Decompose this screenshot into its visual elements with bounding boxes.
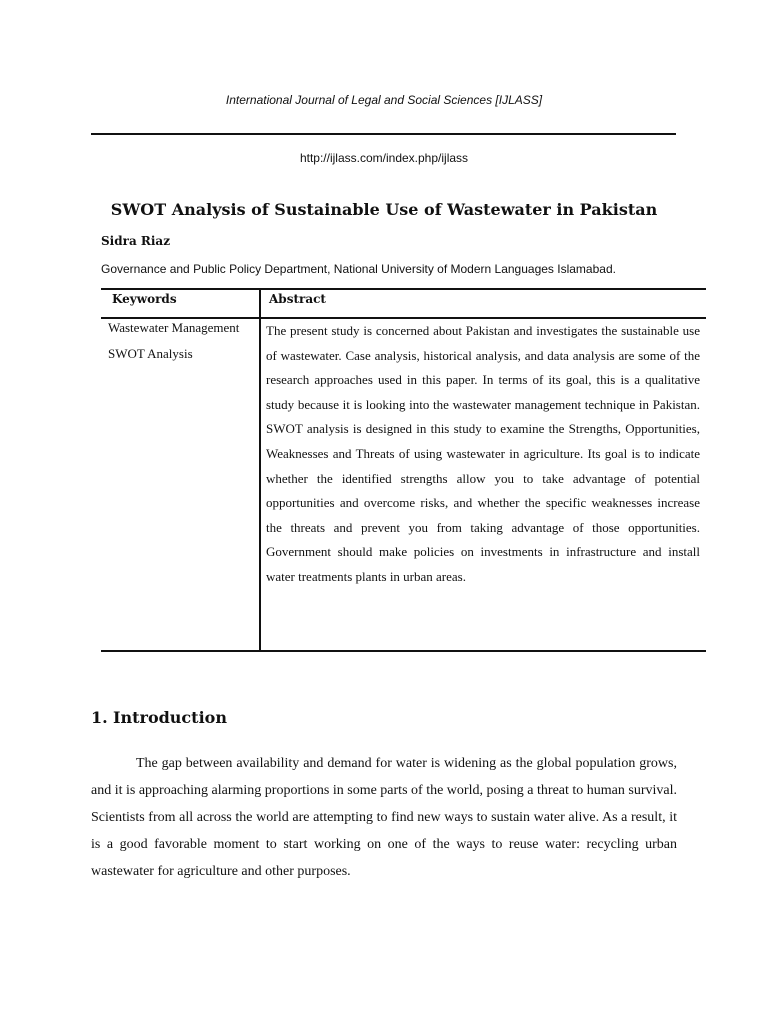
keywords-header: Keywords <box>112 292 177 306</box>
author-affiliation: Governance and Public Policy Department, National University of Modern Languages Islamabad. <box>101 262 616 276</box>
keyword-item: SWOT Analysis <box>108 346 193 361</box>
abstract-header: Abstract <box>269 292 326 306</box>
section-heading-introduction <box>91 708 227 727</box>
table-column-divider <box>259 290 261 650</box>
introduction-text: The gap between availability and demand for water is widening as the global population grows, and it is approaching alarming proportions in some parts of the world, posing a threat to human survival. Scientists from all across the world are attempting to find new ways to sustain water alive. As a result, it is a good favorable moment to start working on one of the ways to reuse water: recycling urban wastewater for agriculture and other purposes. <box>91 756 677 879</box>
header-divider <box>91 133 676 135</box>
abstract-text: The present study is concerned about Pakistan and investigates the sustainable use of wastewater. Case analysis, historical analysis, and data analysis are some of the research approaches used in this paper. In terms of its goal, this is a qualitative study because it is looking into the wastewater management technique in Pakistan. SWOT analysis is designed in this study to examine the Strengths, Opportunities, Weaknesses and Threats of using wastewater in agriculture. Its goal is to indicate whether the identified strengths allow you to take advantage of potential opportunities and overcome risks, and whether the specific weaknesses increase the threats and prevent you from taking advantage of those opportunities. Government should make policies on investments in infrastructure and install water treatments plants in urban areas. <box>266 323 700 584</box>
section-title: Introduction <box>113 708 227 727</box>
journal-url[interactable]: http://ijlass.com/index.php/ijlass <box>299 151 469 165</box>
keywords-abstract-table <box>101 288 706 652</box>
section-number: 1. <box>91 708 108 727</box>
journal-name: International Journal of Legal and Social Sciences [IJLASS] <box>225 93 543 107</box>
author-name: Sidra Riaz <box>101 234 171 248</box>
introduction-paragraph <box>91 750 677 885</box>
paper-title: SWOT Analysis of Sustainable Use of Wastewater in Pakistan <box>110 200 658 219</box>
keyword-list <box>108 320 253 372</box>
keyword-item: Wastewater Management <box>108 320 240 335</box>
